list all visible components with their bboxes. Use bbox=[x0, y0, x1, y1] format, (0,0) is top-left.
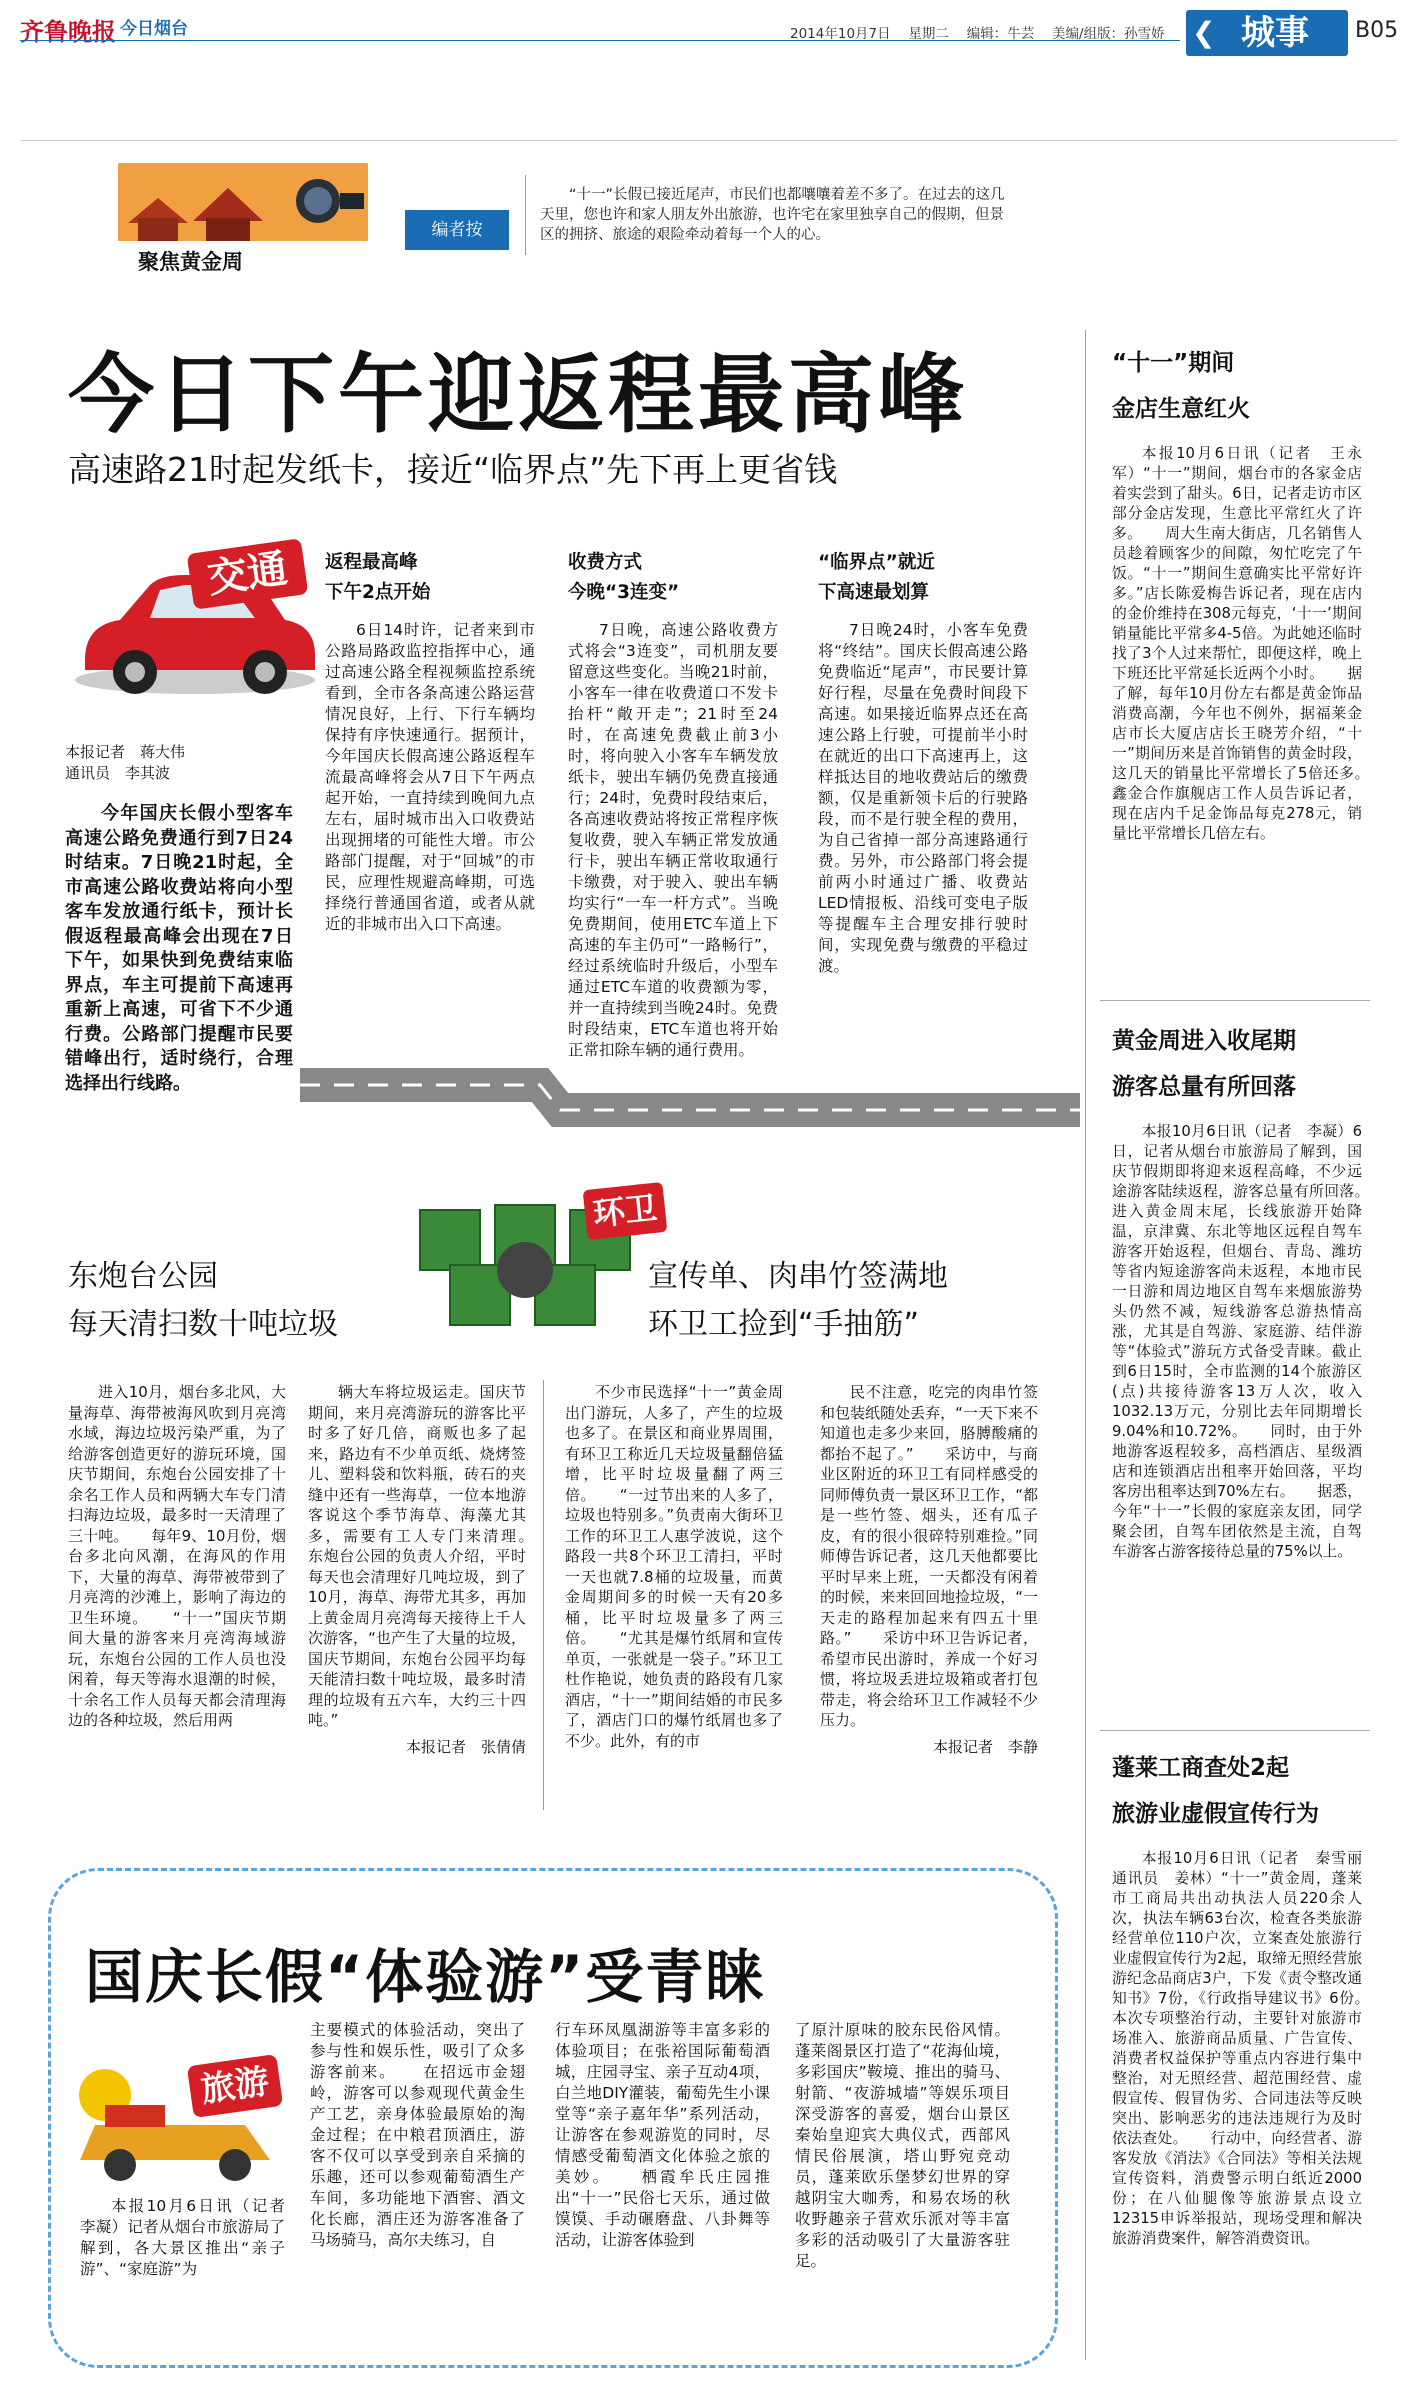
road-graphic bbox=[300, 1065, 1080, 1135]
sanitation-title-left-line1: 东炮台公园 bbox=[68, 1259, 218, 1294]
right-article-1 bbox=[1112, 340, 1392, 844]
section-name: 今日烟台 bbox=[120, 19, 188, 39]
section-1-body: 6日14时许，记者来到市公路局路政监控指挥中心，通过高速公路全程视频监控系统看到，全市各条高速公路运营情况良好，上行、下行车辆均保持有序快速通行。据预计，今年国庆长假高速公路返程车流最高峰将会从7日下午两点起开始，一直持续到晚间九点左右，届时城市出入口收费站出现拥堵的可能性大增。市公路部门提醒，对于“回城”的市民，应理性规避高峰期，可选择绕行普通国省道，或者从就近的非城市出入口下高速。 bbox=[325, 621, 535, 933]
reporter-credit: 本报记者 蒋大伟 bbox=[65, 743, 186, 761]
tourism-col-3-text: 了原汁原味的胶东民俗风情。蓬莱阁景区打造了“花海仙境，多彩国庆”鞍境、推出的骑马、射箭、“夜游城墙”等娱乐项目深受游客的喜爱，烟台山景区秦始皇迎宾大典仪式，西部风情民俗展演，塔山野宛竞动员，蓬莱欧乐堡梦幻世界的穿越阴宝大咖秀，和易农场的秋收野趣亲子营欢乐派对等丰富多彩的活动吸引了大量游客驻足。 bbox=[795, 2021, 1010, 2270]
sanitation-byline-1: 本报记者 张倩倩 bbox=[405, 1737, 526, 1756]
tourism-col-1-text: 主要模式的体验活动，突出了参与性和娱乐性，吸引了众多游客前来。 在招远市金翅岭，游客可以参观现代黄金生产工艺，亲身体验最原始的淘金过程；在中粮君顶酒庄，游客不仅可以享受到亲自采摘的乐趣，还可以参观葡萄酒生产车间，多功能地下酒窖、酒文化长廊，酒庄还为游客准备了马场骑马，高尔夫练习，自 bbox=[310, 2021, 525, 2249]
right-article-3 bbox=[1112, 1745, 1392, 2249]
sanitation-col-1-text: 进入10月，烟台多北风，大量海草、海带被海风吹到月亮湾水域，海边垃圾污染严重，为了给游客创造更好的游玩环境，国庆节期间，东炮台公园安排了十余名工作人员和两辆大车专门清扫海边垃圾，最多时一天清理了三十吨。 每年9、10月份，烟台多北向风潮，在海风的作用下，大量的海草、海带被带到了月亮湾的沙滩上，影响了海边的卫生环境。 “十一”国庆节期间大量的游客来月亮湾海域游玩，东炮台公园的工作人员也没闲着，每天等海水退潮的时候，十余名工作人员每天都会清理海边的各种垃圾，然后用两 bbox=[68, 1383, 286, 1729]
divider bbox=[1100, 1730, 1370, 1731]
sanitation-title-left-line2: 每天清扫数十吨垃圾 bbox=[68, 1307, 338, 1342]
page-header bbox=[0, 0, 1417, 52]
right-2-title-line2: 游客总量有所回落 bbox=[1112, 1074, 1296, 1100]
lead-subheadline: 高速路21时起发纸卡，接近“临界点”先下再上更省钱 bbox=[68, 450, 838, 489]
page-number: B05 bbox=[1355, 18, 1399, 43]
designer-credit: 美编/组版：孙雪娇 bbox=[1052, 26, 1165, 42]
lead-section-2 bbox=[568, 548, 778, 1061]
divider bbox=[543, 1380, 544, 1810]
section-1-heading: 返程最高峰 bbox=[325, 552, 418, 573]
column-title: 城事 bbox=[1241, 13, 1309, 53]
sanitation-title-right-line1: 宣传单、肉串竹签满地 bbox=[648, 1259, 948, 1294]
sanitation-col-2 bbox=[308, 1382, 557, 1757]
section-2-body: 7日晚，高速公路收费方式将会“3连变”，司机朋友要留意这些变化。当晚21时前，小客车一律在收费道口不发卡抬杆“敞开走”；21时至24时，在高速免费截止前3小时，将向驶入小客车车辆发放纸卡，驶出车辆仍免费直接通行；24时，免费时段结束后，各高速收费站将按正常程序恢复收费，驶入车辆正常发放通行卡，驶出车辆正常收取通行卡缴费，对于驶入、驶出车辆均实行“一车一杆方式”。当晚免费期间，使用ETC车道上下高速的车主仍可“一路畅行”，经过系统临时升级后，小型车通过ETC车道的收费额为零，并一直持续到当晚24时。免费时段结束，ETC车道也将开始正常扣除车辆的通行费用。 bbox=[568, 621, 778, 1059]
focus-label: 聚焦黄金周 bbox=[138, 250, 243, 274]
golden-week-photo bbox=[118, 163, 368, 241]
tourism-col-1 bbox=[310, 2020, 525, 2251]
section-1-subheading: 下午2点开始 bbox=[325, 582, 431, 603]
right-article-2 bbox=[1112, 1018, 1392, 1562]
editor-credit: 编辑：牛芸 bbox=[966, 26, 1035, 42]
tourism-intro-text: 本报10月6日讯（记者 李凝）记者从烟台市旅游局了解到，各大景区推出“亲子游”、“家庭游”为 bbox=[80, 2197, 301, 2278]
divider bbox=[525, 175, 526, 255]
issue-info bbox=[790, 22, 1165, 42]
sanitation-title-right-line2: 环卫工捡到“手抽筋” bbox=[648, 1307, 920, 1342]
lead-byline bbox=[65, 742, 185, 784]
header-rule bbox=[20, 40, 1180, 41]
section-3-heading: “临界点”就近 bbox=[818, 552, 935, 573]
lead-headline: 今日下午迎返程最高峰 bbox=[68, 345, 968, 445]
right-3-title-line1: 蓬莱工商查处2起 bbox=[1112, 1755, 1290, 1781]
right-2-title-line1: 黄金周进入收尾期 bbox=[1112, 1028, 1296, 1054]
editor-note: “十一”长假已接近尾声，市民们也都嚷嚷着差不多了。在过去的这几天里，您也许和家人朋友外出旅游，也许宅在家里独享自己的假期，但景区的拥挤、旅途的艰险牵动着每一个人的心。 bbox=[540, 187, 1005, 243]
lead-section-3 bbox=[818, 548, 1028, 977]
lead-intro-text: 今年国庆长假小型客车高速公路免费通行到7日24时结束。7日晚21时起，全市高速公路收费站将向小型客车发放通行纸卡，预计长假返程最高峰会出现在7日下午，如果快到免费结束临界点，车主可提前下高速再重新上高速，可省下不少通行费。公路部门提醒市民要错峰出行，适时绕行，合理选择出行线路。 bbox=[65, 803, 293, 1094]
right-1-body: 本报10月6日讯（记者 王永军）“十一”期间，烟台市的各家金店着实尝到了甜头。6日，记者走访市区部分金店发现，生意比平常红火了许多。 周大生南大街店，几名销售人员趁着顾客少的间隙，匆忙吃完了午饭。“十一”期间生意确实比平常好许多。”店长陈爱梅告诉记者，现在店内的金价维持在308元每克，‘十一’期间销量能比平常多4-5倍。为此她还临时找了3个人过来帮忙，即便这样，晚上下班还比平常延长近两个小时。 据了解，每年10月份左右都是黄金饰品消费高潮，今年也不例外，据福莱金店市长大厦店店长王晓芳介绍，“十一”期间历来是首饰销售的黄金时段，这几天的销量比平常增长了5倍还多。 鑫金合作旗舰店工作人员告诉记者，现在店内千足金饰品每克278元，销量比平常增长几倍左右。 bbox=[1112, 445, 1392, 842]
newspaper-logo: 齐鲁晚报 bbox=[20, 17, 116, 46]
lead-section-1 bbox=[325, 548, 535, 935]
right-2-body: 本报10月6日讯（记者 李凝）6日，记者从烟台市旅游局了解到，国庆节假期即将迎来返程高峰，不少远途游客陆续返程，游客总量有所回落。 进入黄金周末尾，长线旅游开始降温，京津冀、东北等地区远程自驾车游客开始返程，但烟台、青岛、潍坊等省内短途游客尚未返程，本地市民一日游和周边地区自驾车来烟旅游势头仍然不减，短线游客总游热情高涨，尤其是自驾游、家庭游、结伴游等“体验式”游玩方式备受青睐。截止到6日15时，全市监测的14个旅游区(点)共接待游客13万人次，收入1032.13万元，分别比去年同期增长9.04%和10.72%。 同时，由于外地游客返程较多，高档酒店、星级酒店和连锁酒店出租率开始回落，平均客房出租率达到70%左右。 据悉，今年“十一”长假的家庭亲友团，同学聚会团，自驾车团依然是主流，自驾车游客占游客接待总量的75%以上。 bbox=[1112, 1123, 1392, 1560]
lead-intro bbox=[65, 802, 293, 1096]
right-1-title-line1: “十一”期间 bbox=[1112, 350, 1235, 376]
sanitation-col-3 bbox=[565, 1382, 783, 1751]
correspondent-credit: 通讯员 李其波 bbox=[65, 764, 171, 782]
column-divider bbox=[1085, 330, 1086, 2360]
tourism-intro bbox=[80, 2196, 301, 2280]
sanitation-col-4 bbox=[820, 1382, 1038, 1757]
editor-note-tag: 编者按 bbox=[405, 210, 509, 250]
sanitation-col-4-text: 民不注意，吃完的肉串竹签和包装纸随处丢弃，“一天下来不知道也走多少来回，胳膊酸痛的都抬不起了。” 采访中，与商业区附近的环卫工有同样感受的同师傅负责一景区环卫工作，“都是一些竹签、烟头，还有瓜子皮，有的很小很碎特别难捡。”同师傅告诉记者，这几天他都要比平时早来上班，一天都没有闲着的时候，来来回回地捡垃圾，“一天走的路程加起来有四五十里路。” 采访中环卫告诉记者，希望市民出游时，养成一个好习惯，将垃圾丢进垃圾箱或者打包带走，将会给环卫工作减轻不少压力。 bbox=[820, 1383, 1038, 1729]
sanitation-byline-2: 本报记者 李静 bbox=[932, 1737, 1038, 1756]
sanitation-col-1 bbox=[68, 1382, 286, 1731]
right-1-title-line2: 金店生意红火 bbox=[1112, 396, 1250, 422]
sanitation-col-3-text: 不少市民选择“十一”黄金周出门游玩，人多了，产生的垃圾也多了。在景区和商业界周围，有环卫工称近几天垃圾量翻倍猛增，比平时垃圾量翻了两三倍。 “一过节出来的人多了，垃圾也特别多。”负责南大街环卫工作的环卫工人惠学波说，这个路段一共8个环卫工清扫，平时一天也就7.8桶的垃圾量，而黄金周期间多的时候一天有20多桶，比平时垃圾量多了两三倍。 “尤其是爆竹纸屑和宣传单页，一张就是一袋子。”环卫工杜作艳说，她负责的路段有几家酒店，“十一”期间结婚的市民多了，酒店门口的爆竹纸屑也多了不少。此外，有的市 bbox=[565, 1383, 783, 1750]
tourism-headline: 国庆长假“体验游”受青睐 bbox=[85, 1943, 766, 2011]
right-3-title-line2: 旅游业虚假宣传行为 bbox=[1112, 1801, 1319, 1827]
traffic-badge: 交通 bbox=[187, 538, 309, 609]
column-tab bbox=[1186, 10, 1348, 56]
right-3-body: 本报10月6日讯（记者 秦雪丽 通讯员 姜林）“十一”黄金周，蓬莱市工商局共出动执法人员220余人次，执法车辆63台次，检查各类旅游经营单位110户次，立案查处旅游行业虚假宣传行为2起，取缔无照经营旅游纪念品商店3户，下发《责令整改通知书》7份，《行政指导建议书》6份。 本次专项整治行动，主要针对旅游市场准入、旅游商品质量、广告宣传、消费者权益保护等重点内容进行集中整治，对无照经营、超范围经营、虚假宣传、假冒伪劣、合同违法等反映突出、影响恶劣的违法违规行为及时依法查处。 行动中，向经营者、游客发放《消法》《合同法》等相关法规宣传资料，消费警示明白纸近2000份；在八仙腿像等旅游景点设立12315申诉举报站，现场受理和解决旅游消费案件，解答消费资讯。 bbox=[1112, 1850, 1392, 2247]
issue-weekday: 星期二 bbox=[908, 26, 949, 42]
tourism-col-2-text: 行车环凤凰湖游等丰富多彩的体验项目；在张裕国际葡萄酒城，庄园寻宝、亲子互动4项，白兰地DIY灌装，葡萄先生小课堂等“亲子嘉年华”系列活动，让游客在参观游览的同时，尽情感受葡萄酒文化体验之旅的美妙。 栖霞牟氏庄园推出“十一”民俗七天乐，通过做馍馍、手动碾磨盘、八卦舞等活动，让游客体验到 bbox=[555, 2021, 770, 2249]
divider bbox=[20, 140, 1397, 141]
chevron-left-icon: ❮ bbox=[1192, 16, 1216, 49]
travel-badge: 旅游 bbox=[187, 2054, 283, 2118]
section-2-heading: 收费方式 bbox=[568, 552, 643, 573]
section-3-subheading: 下高速最划算 bbox=[818, 582, 930, 603]
sanitation-headline-left bbox=[68, 1253, 338, 1349]
tourism-col-2 bbox=[555, 2020, 770, 2251]
section-2-subheading: 今晚“3连变” bbox=[568, 582, 680, 603]
section-3-body: 7日晚24时，小客车免费将“终结”。国庆长假高速公路免费临近“尾声”，市民要计算好行程，尽量在免费时间段下高速。如果接近临界点还在高速公路上行驶，可提前半小时在就近的出口下高速再上，这样抵达目的地收费站后的缴费额，仅是重新领卡后的行驶路段，而不是行驶全程的费用，为自己省掉一部分高速路通行费。另外，市公路部门将会提前两小时通过广播、收费站LED情报板、沿线可变电子版等提醒车主合理安排行驶时间，实现免费与缴费的平稳过渡。 bbox=[818, 621, 1028, 975]
tourism-col-3 bbox=[795, 2020, 1010, 2272]
divider bbox=[1100, 1000, 1370, 1001]
issue-date: 2014年10月7日 bbox=[790, 26, 891, 42]
sanitation-col-2-text: 辆大车将垃圾运走。国庆节期间，来月亮湾游玩的游客比平时多了好几倍，商贩也多了起来，路边有不少单页纸、烧烤签儿、塑料袋和饮料瓶，砖石的夹缝中还有一些海草，一位本地游客说这个季节海草、海藻尤其多，需要有工人专门来清理。 东炮台公园的负责人介绍，平时每天也会清理好几吨垃圾，到了10月，海草、海带尤其多，再加上黄金周月亮湾每天接待上千人次游客，“也产生了大量的垃圾，国庆节期间，东炮台公园平均每天能清扫数十吨垃圾，最多时清理的垃圾有五六车，大约三十四吨。” bbox=[308, 1383, 557, 1729]
sanitation-headline-right bbox=[648, 1253, 948, 1349]
sanitation-badge: 环卫 bbox=[583, 1182, 668, 1240]
